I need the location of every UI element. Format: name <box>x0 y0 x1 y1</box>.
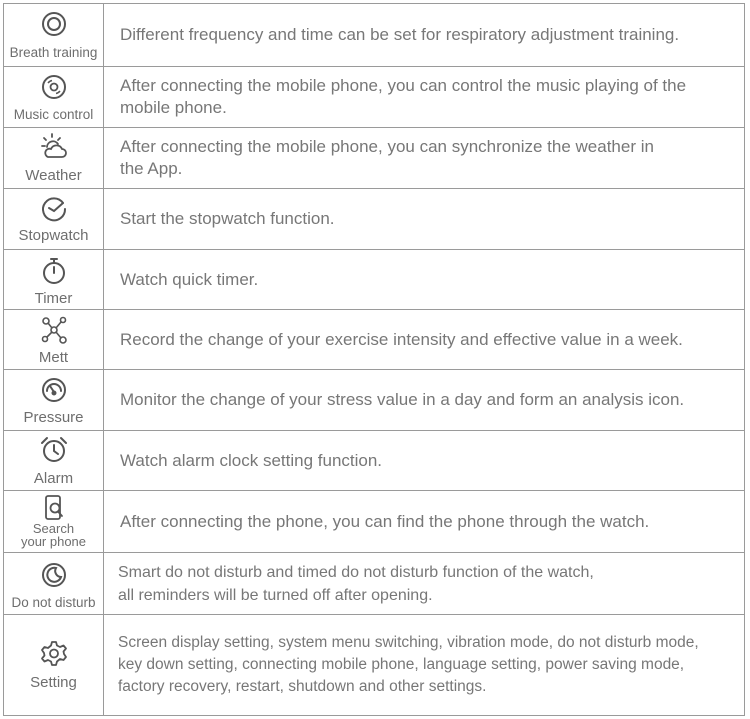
feature-description: Start the stopwatch function. <box>120 209 335 228</box>
feature-table <box>3 3 745 716</box>
feature-description: Monitor the change of your stress value in a day and form an analysis icon. <box>120 390 685 409</box>
feature-description: Record the change of your exercise intensity and effective value in a week. <box>120 329 683 349</box>
table-row <box>4 309 744 369</box>
feature-description: Watch alarm clock setting function. <box>120 450 383 470</box>
table-row <box>4 552 744 614</box>
feature-label: Search <box>32 521 75 536</box>
table-row <box>4 127 744 188</box>
feature-label: Breath training <box>9 45 98 60</box>
table-row <box>4 430 744 490</box>
feature-description: Smart do not disturb and timed do not disturb function of the watch, all reminders will be turned off after opening. <box>118 563 594 604</box>
moon-icon <box>39 560 69 590</box>
music-disc-icon <box>39 72 69 102</box>
feature-description: Different frequency and time can be set for respiratory adjustment training. <box>120 25 680 44</box>
table-row <box>4 66 744 127</box>
breath-icon <box>39 9 69 39</box>
feature-label: Alarm <box>33 470 74 487</box>
feature-label: Music control <box>13 107 94 122</box>
feature-description: After connecting the phone, you can find the phone through the watch. <box>120 511 650 531</box>
table-row <box>4 490 744 552</box>
stopwatch-icon <box>39 194 69 224</box>
alarm-clock-icon <box>39 435 69 465</box>
search-phone-icon <box>39 493 69 523</box>
table-row <box>4 614 744 715</box>
timer-icon <box>39 256 69 286</box>
feature-label: Pressure <box>23 409 84 426</box>
feature-label: Mett <box>38 349 69 366</box>
weather-icon <box>39 132 69 162</box>
feature-description: Watch quick timer. <box>120 269 259 289</box>
table-row <box>4 188 744 249</box>
icon-cell <box>4 4 104 66</box>
feature-description: Screen display setting, system menu switching, vibration mode, do not disturb mode, key down setting, connecting mobile phone, language setting, power saving mode, factory recovery, restart, shutdown and other settings. <box>118 634 699 695</box>
feature-description: After connecting the mobile phone, you can control the music playing of the mobile phone. <box>120 76 687 117</box>
feature-label: Do not disturb <box>11 595 96 610</box>
feature-label: Timer <box>34 290 73 307</box>
gauge-icon <box>39 375 69 405</box>
feature-label: your phone <box>20 534 87 549</box>
feature-description: After connecting the mobile phone, you can synchronize the weather in the App. <box>120 137 654 178</box>
molecule-icon <box>39 315 69 345</box>
table-row <box>4 249 744 309</box>
feature-label: Stopwatch <box>18 227 89 244</box>
feature-label: Weather <box>25 167 82 184</box>
table-row <box>4 4 744 66</box>
table-row <box>4 369 744 430</box>
feature-label: Setting <box>30 674 77 691</box>
gear-icon <box>39 639 69 669</box>
